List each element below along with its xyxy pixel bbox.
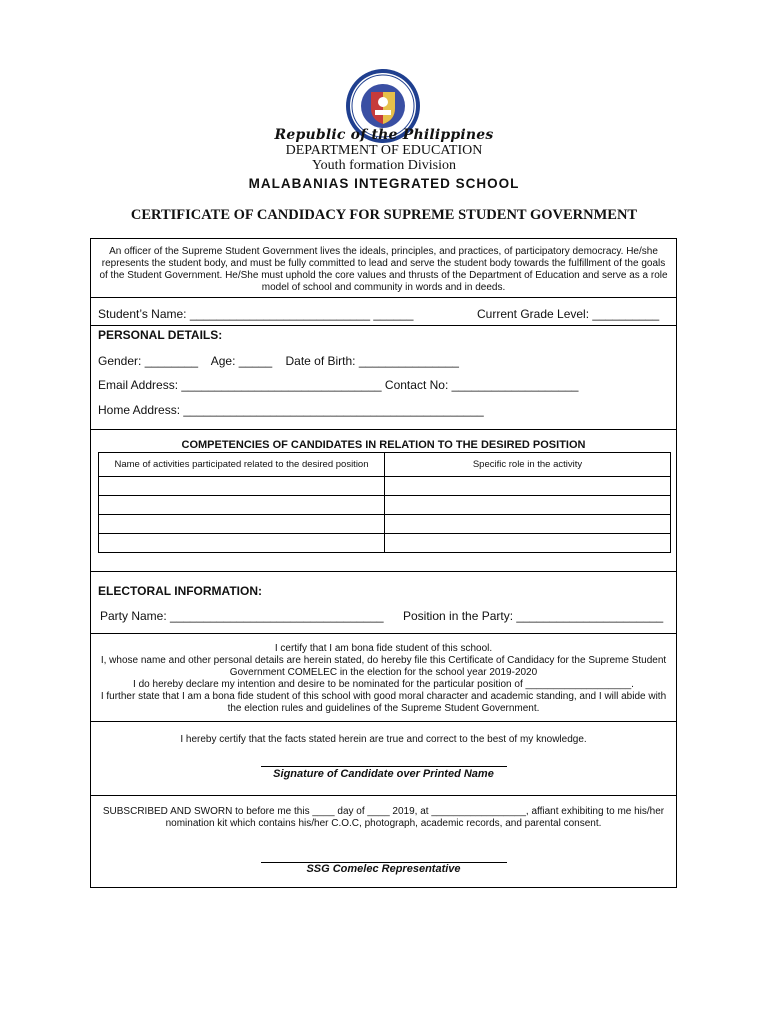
certify-line-3: I do hereby declare my intention and desire to be nominated for the particular position of ___________________. [133, 679, 634, 690]
personal-section [91, 298, 676, 430]
grade-level-field[interactable]: Current Grade Level: __________ [477, 307, 660, 321]
table-cell[interactable] [99, 477, 385, 496]
attestation-text: I hereby certify that the facts stated herein are true and correct to the best of my knowledge. [180, 734, 587, 745]
home-address-field[interactable]: Home Address: _____________________________________________ [98, 403, 484, 417]
table-row [99, 534, 671, 553]
table-cell[interactable] [99, 496, 385, 515]
candidacy-form [90, 238, 677, 888]
table-cell[interactable] [385, 477, 671, 496]
party-position-field[interactable]: Position in the Party: ______________________ [403, 609, 664, 623]
personal-details-heading: PERSONAL DETAILS: [98, 328, 223, 342]
certify-line-1: I certify that I am bona fide student of this school. [274, 643, 493, 654]
table-cell[interactable] [385, 496, 671, 515]
certification-section [91, 634, 676, 722]
certify-line-4: I further state that I am a bona fide student of this school with good moral character and academic standing, and I will abide with the election rules and guidelines of the Supreme Student Government. [100, 691, 667, 714]
intro-text: An officer of the Supreme Student Government lives the ideals, principles, and practices, of participatory democracy. He/she represents the student body, and must be fully committed to lead and serve the student body towards the fulfillment of the goals of the Student Government. He/She must uphold the core values and thrusts of the Department of Education and serve as a role model of school and community in words and in deeds. [99, 246, 668, 293]
competencies-section [91, 430, 676, 572]
email-contact-field[interactable]: Email Address: ______________________________ Contact No: ___________________ [98, 378, 579, 392]
table-row [99, 477, 671, 496]
electoral-heading: ELECTORAL INFORMATION: [98, 584, 262, 598]
competencies-table [98, 452, 671, 553]
department-heading: DEPARTMENT OF EDUCATION [285, 143, 483, 158]
division-heading: Youth formation Division [311, 158, 457, 173]
electoral-section [91, 572, 676, 634]
candidate-signature-line[interactable] [261, 766, 507, 767]
form-title: CERTIFICATE OF CANDIDACY FOR SUPREME STUDENT GOVERNMENT [130, 207, 638, 223]
party-name-field[interactable]: Party Name: ________________________________ [100, 609, 384, 623]
representative-caption: SSG Comelec Representative [306, 863, 461, 875]
sworn-section [91, 796, 676, 889]
attestation-section [91, 722, 676, 796]
certify-line-2: I, whose name and other personal details are herein stated, do hereby file this Certificate of Candidacy for the Supreme Student Government COMELEC in the election for the school year 2019-2020 [100, 655, 667, 678]
gender-age-dob-field[interactable]: Gender: ________ Age: _____ Date of Birth: _______________ [98, 354, 459, 368]
candidate-signature-caption: Signature of Candidate over Printed Name [273, 768, 494, 780]
student-name-field[interactable]: Student’s Name: ___________________________ ______ [98, 307, 414, 321]
table-header-activities: Name of activities participated related to the desired position [99, 453, 385, 477]
republic-heading: Republic of the Philippines [274, 127, 494, 143]
table-header-role: Specific role in the activity [385, 453, 671, 477]
table-cell[interactable] [99, 534, 385, 553]
competencies-heading: COMPETENCIES OF CANDIDATES IN RELATION TO THE DESIRED POSITION [181, 439, 586, 451]
table-cell[interactable] [99, 515, 385, 534]
table-cell[interactable] [385, 534, 671, 553]
table-cell[interactable] [385, 515, 671, 534]
table-row [99, 515, 671, 534]
certification-text [99, 643, 668, 715]
school-name: MALABANIAS INTEGRATED SCHOOL [248, 176, 520, 191]
intro-section [91, 239, 676, 298]
sworn-text: SUBSCRIBED AND SWORN to before me this ____ day of ____ 2019, at _________________, affiant exhibiting to me his/her nomination kit which contains his/her C.O.C, photograph, academic records, and parental consent. [102, 806, 665, 829]
table-row [99, 496, 671, 515]
